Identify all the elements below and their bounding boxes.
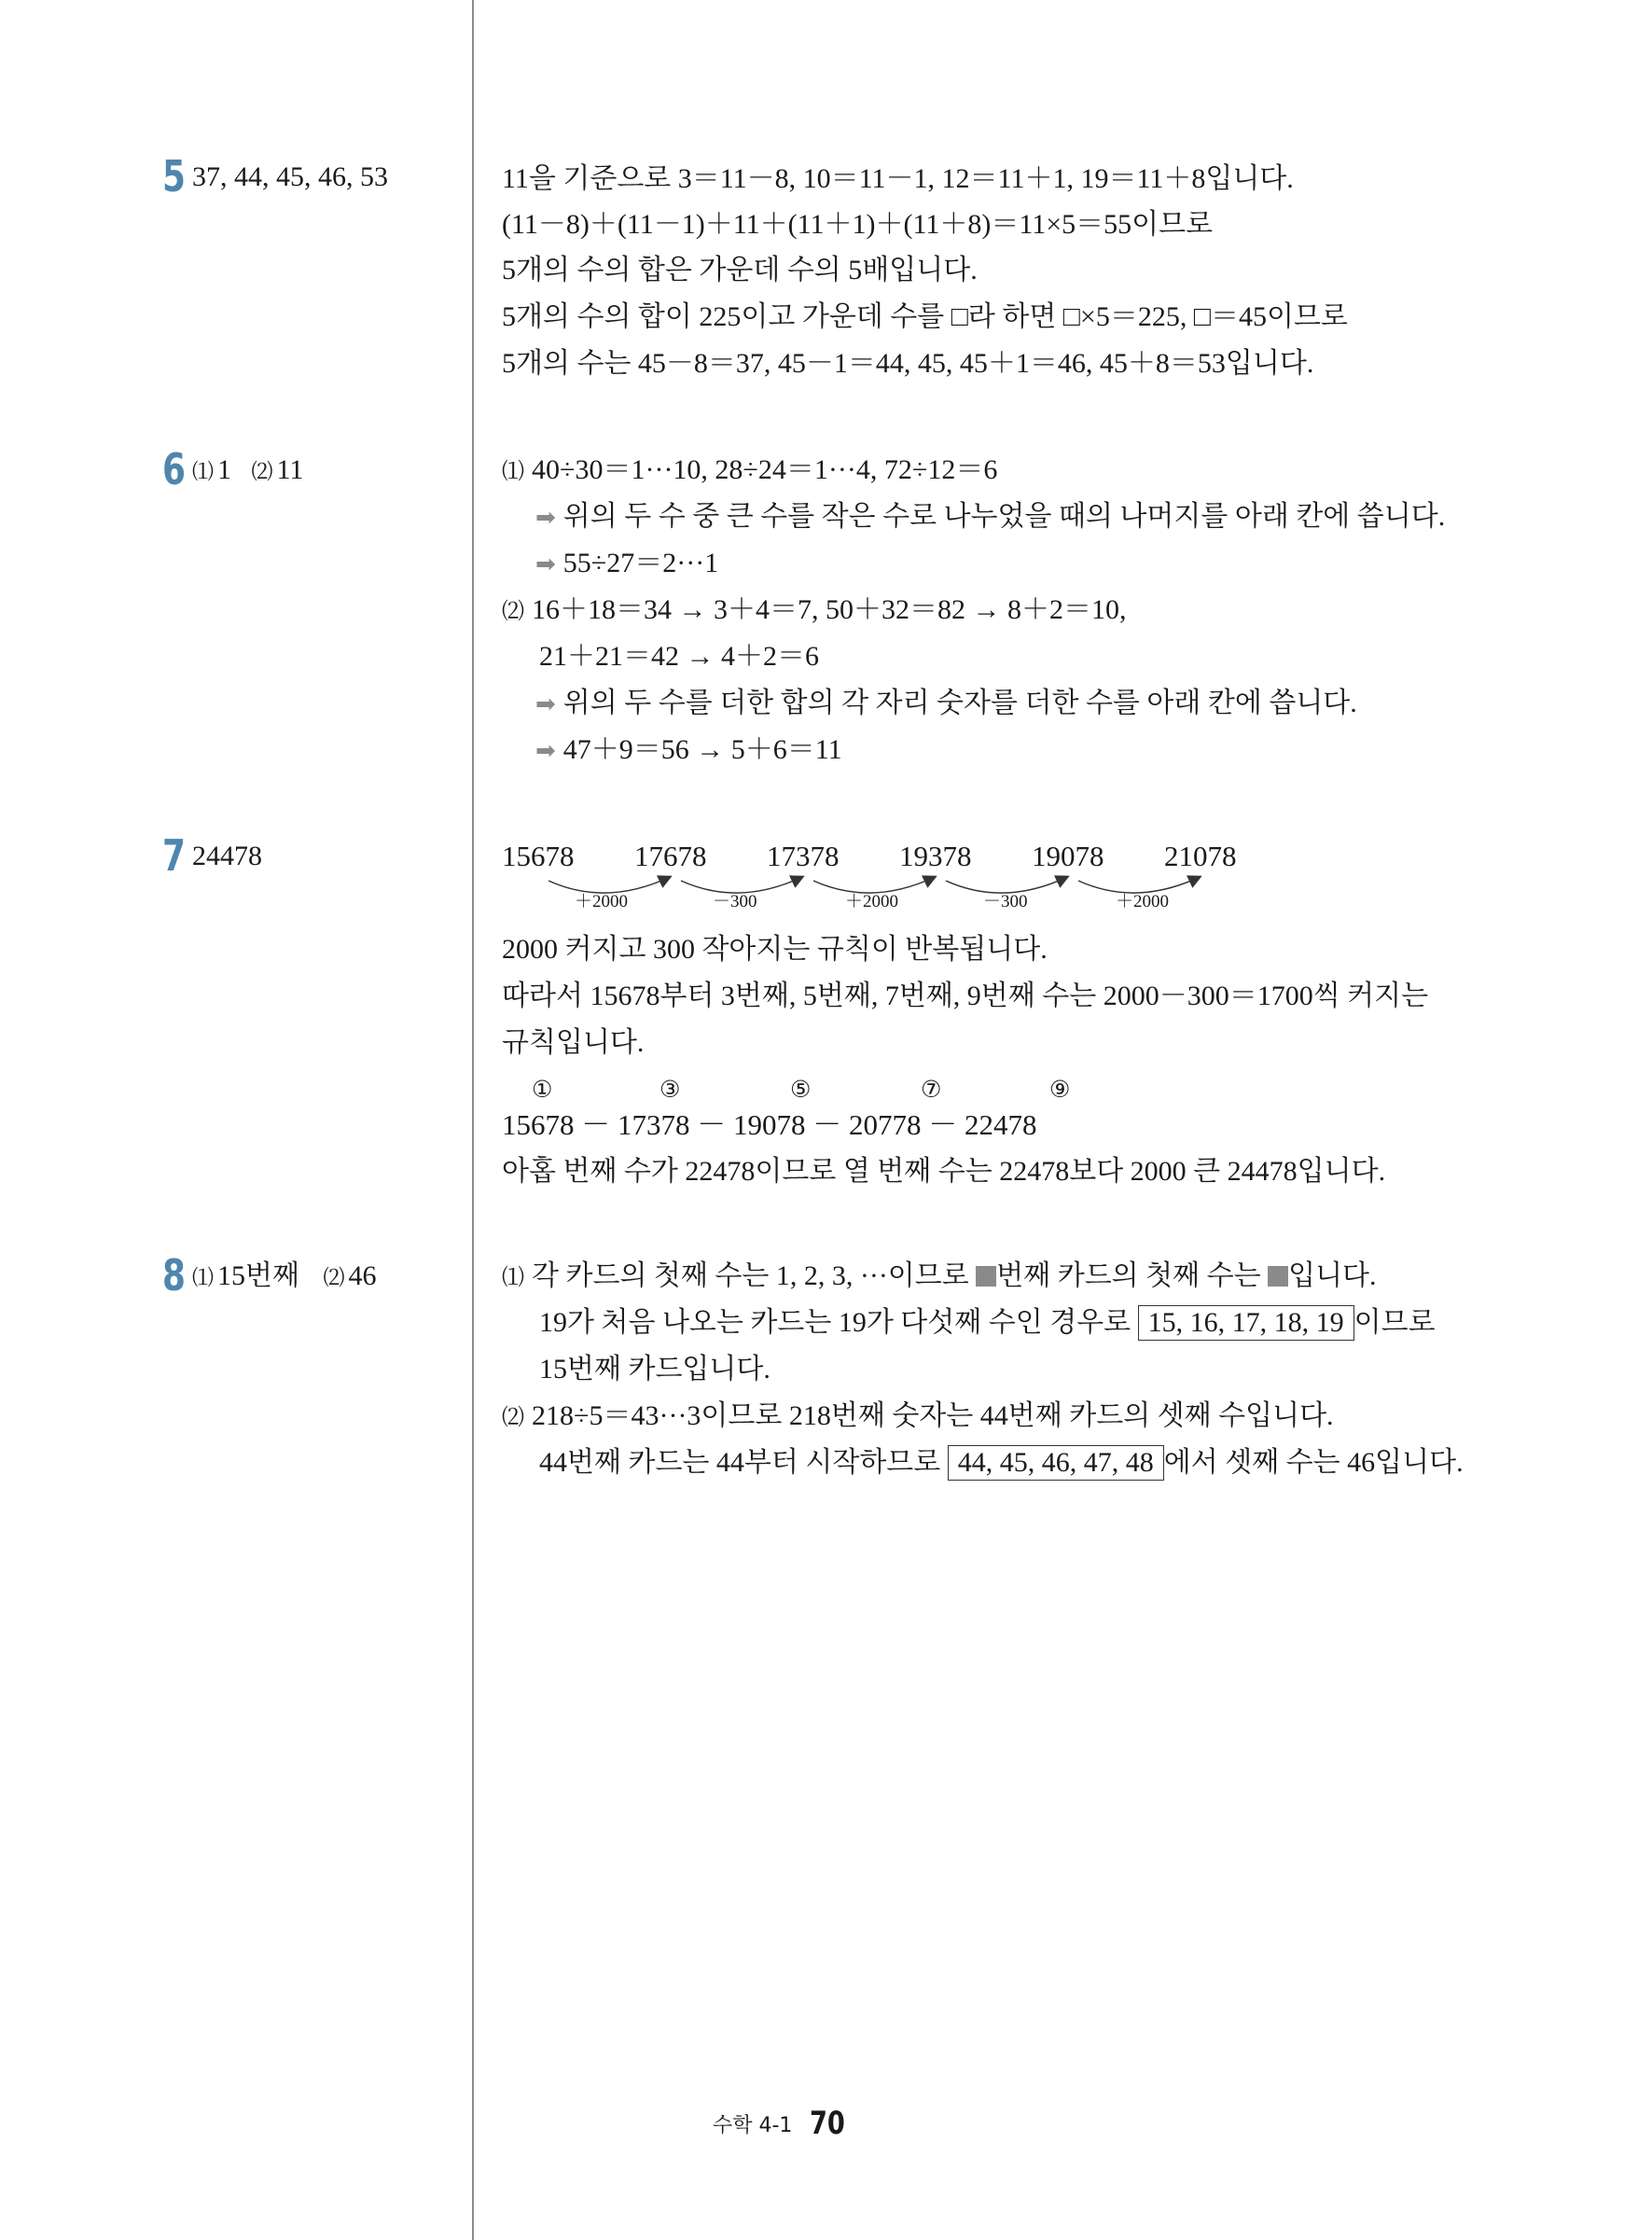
right-arrow-icon: ➡ <box>535 690 556 718</box>
solution-8-part-1-line-1 <box>502 1258 1377 1297</box>
part-1-marker: ⑴ <box>502 1266 524 1290</box>
answer-8 <box>192 1258 376 1297</box>
part-1-marker: ⑴ <box>502 460 524 484</box>
answer-6-part-1: 1 <box>217 454 231 485</box>
solution-7-line-1: 2000 커지고 300 작아지는 규칙이 반복됩니다. <box>502 934 1048 965</box>
right-arrow-icon: ➡ <box>535 737 556 765</box>
answer-8-part-1-marker: ⑴ <box>192 1266 214 1289</box>
solution-5-line-4: 5개의 수의 합이 225이고 가운데 수를 □라 하면 □×5＝225, □＝45이므로 <box>502 301 1348 332</box>
square-mark-icon <box>976 1266 996 1287</box>
sequence-number: 15678 <box>502 840 575 872</box>
solution-6-part-1-text: 40÷30＝1···10, 28÷24＝1···4, 72÷12＝6 <box>532 454 998 485</box>
question-number-6: 6 <box>162 444 186 494</box>
right-arrow-icon: ➡ <box>535 504 556 532</box>
solution-8-text: 218÷5＝43···3이므로 218번째 숫자는 44번째 카드의 셋째 수입니다. <box>532 1400 1334 1431</box>
solution-8-text: 이므로 <box>1354 1307 1436 1338</box>
answer-8-part-1: 15번째 <box>217 1260 299 1291</box>
question-number-5: 5 <box>162 151 186 202</box>
boxed-card-values: 44, 45, 46, 47, 48 <box>948 1445 1164 1481</box>
solution-7-line-3: 규칙입니다. <box>502 1027 645 1058</box>
solution-7-line-2: 따라서 15678부터 3번째, 5번째, 7번째, 9번째 수는 2000－300＝1700씩 커지는 <box>502 981 1429 1011</box>
solution-7-line-4: 아홉 번째 수가 22478이므로 열 번째 수는 22478보다 2000 큰 24478입니다. <box>502 1156 1386 1187</box>
step-label: ＋2000 <box>845 892 899 911</box>
solution-5-line-2: (11－8)＋(11－1)＋11＋(11＋1)＋(11＋8)＝11×5＝55이므로 <box>502 209 1214 240</box>
step-label: ＋2000 <box>1116 892 1170 911</box>
question-number-8: 8 <box>162 1250 186 1301</box>
sequence-number: 17678 <box>634 840 707 872</box>
step-arrow <box>813 877 935 893</box>
question-number-7: 7 <box>162 830 186 881</box>
sequence-number: 21078 <box>1164 840 1237 872</box>
solution-5-line-3: 5개의 수의 합은 가운데 수의 5배입니다. <box>502 255 978 285</box>
solution-8-text: 19가 처음 나오는 카드는 19가 다섯째 수인 경우로 <box>539 1307 1138 1338</box>
circled-index: ⑦ <box>921 1076 942 1103</box>
part-2-marker: ⑵ <box>502 1406 524 1430</box>
solution-6-part-2-line-2: 21＋21＝42 → 4＋2＝6 <box>539 641 819 672</box>
step-label: －300 <box>713 892 757 911</box>
solution-8-part-1-line-3: 15번째 카드입니다. <box>539 1354 770 1384</box>
step-arrow <box>681 877 802 893</box>
solution-6-part-2-rule: 위의 두 수를 더한 합의 각 자리 숫자를 더한 수를 아래 칸에 씁니다. <box>562 688 1357 718</box>
circled-index: ① <box>532 1076 553 1103</box>
footer-subject-label: 수학 4-1 <box>713 2114 793 2137</box>
circled-index: ⑨ <box>1049 1076 1071 1103</box>
answer-7: 24478 <box>192 841 262 871</box>
circled-index: ③ <box>659 1076 681 1103</box>
square-mark-icon <box>1268 1266 1288 1287</box>
right-arrow-icon: ➡ <box>535 550 556 578</box>
solution-8-text: 에서 셋째 수는 46입니다. <box>1163 1447 1464 1478</box>
step-label: －300 <box>983 892 1028 911</box>
solution-8-text: 각 카드의 첫째 수는 1, 2, 3, ···이므로 <box>532 1260 977 1291</box>
solution-8-part-2-line-2 <box>539 1444 1464 1482</box>
solution-8-text: 44번째 카드는 44부터 시작하므로 <box>539 1447 948 1478</box>
answer-6-part-2-marker: ⑵ <box>251 460 273 483</box>
solution-6-part-2-result: 47＋9＝56 → 5＋6＝11 <box>562 734 842 765</box>
step-arrow <box>946 877 1067 893</box>
solution-6-part-1-rule: 위의 두 수 중 큰 수를 작은 수로 나누었을 때의 나머지를 아래 칸에 씁니다. <box>562 501 1446 532</box>
boxed-card-values: 15, 16, 17, 18, 19 <box>1138 1305 1354 1341</box>
page-number: 70 <box>810 2105 845 2142</box>
answer-6-part-1-marker: ⑴ <box>192 460 214 483</box>
sequence-number: 19078 <box>1032 840 1104 872</box>
sequence-number: 17378 <box>767 840 840 872</box>
solution-5-line-5: 5개의 수는 45－8＝37, 45－1＝44, 45, 45＋1＝46, 45＋8＝53입니다. <box>502 348 1314 379</box>
circled-index: ⑤ <box>790 1076 812 1103</box>
step-arrow <box>548 877 670 893</box>
solution-8-text: 입니다. <box>1288 1260 1377 1291</box>
step-arrow <box>1078 877 1200 893</box>
solution-8-part-2-line-1 <box>502 1398 1334 1437</box>
sequence-chain: 15678 － 17378 － 19078 － 20778 － 22478 <box>502 1108 1037 1141</box>
solution-8-text: 번째 카드의 첫째 수는 <box>996 1260 1269 1291</box>
solution-6-part-2-text: 16＋18＝34 → 3＋4＝7, 50＋32＝82 → 8＋2＝10, <box>532 594 1127 625</box>
solution-5-line-1: 11을 기준으로 3＝11－8, 10＝11－1, 12＝11＋1, 19＝11＋8입니다. <box>502 163 1294 194</box>
answer-6-part-2: 11 <box>276 454 304 485</box>
solution-8-part-1-line-2 <box>539 1304 1436 1342</box>
part-2-marker: ⑵ <box>502 600 524 624</box>
solution-6-part-1-result: 55÷27＝2···1 <box>562 548 719 578</box>
answer-5: 37, 44, 45, 46, 53 <box>192 161 388 192</box>
answer-8-part-2: 46 <box>348 1260 377 1291</box>
answer-8-part-2-marker: ⑵ <box>323 1266 345 1289</box>
step-label: ＋2000 <box>575 892 629 911</box>
sequence-number: 19378 <box>899 840 972 872</box>
